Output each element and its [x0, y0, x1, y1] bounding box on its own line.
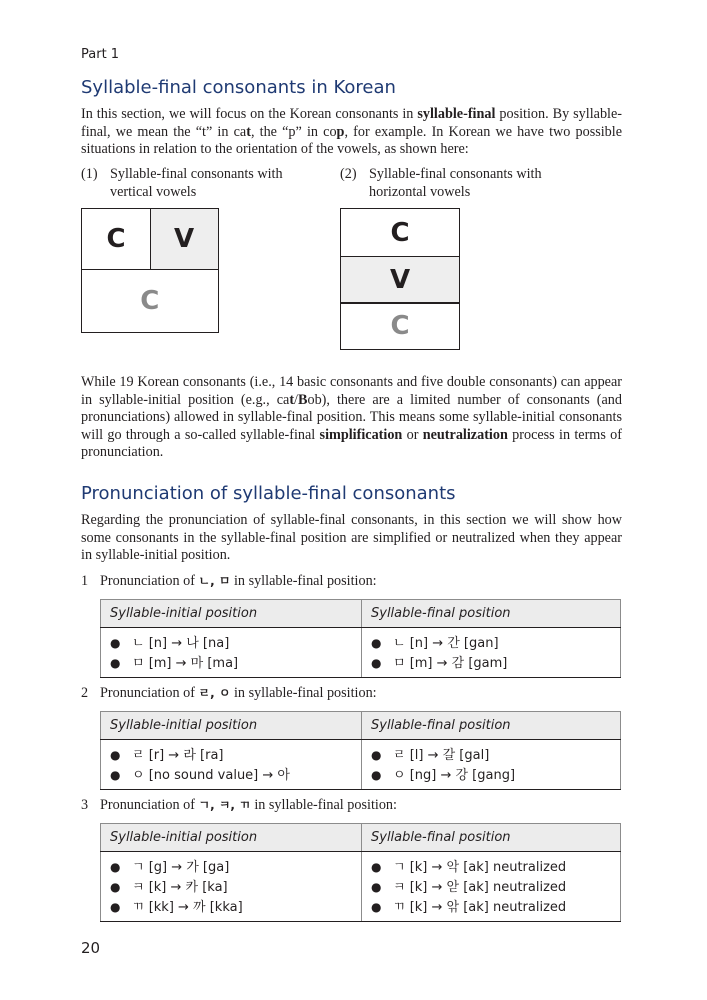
item3-final-entry: ㅋ [k] → 앋 [ak] neutralized — [393, 880, 567, 895]
item1-initial-entry: ㄴ [n] → 나 [na] — [132, 636, 230, 651]
item2-header-final: Syllable-final position — [362, 712, 621, 740]
item1-table-row — [101, 628, 621, 678]
item3-table — [100, 823, 621, 922]
figure1-cell-vowel: V — [150, 208, 219, 270]
item2-table-row — [101, 740, 621, 790]
item3-initial-entry: ㅋ [k] → 카 [ka] — [132, 880, 228, 895]
item1-table-header-row — [101, 600, 621, 628]
item3-suffix: in syllable-final position: — [250, 797, 397, 813]
figure2-caption-line2: horizontal vowels — [369, 183, 471, 200]
figure1-cell-initial-consonant: C — [81, 208, 151, 270]
intro-text-3: , the “p” in co — [250, 123, 337, 140]
item2-final-cell — [362, 740, 621, 790]
intro-bold-p: p — [336, 123, 345, 140]
item3-initial-entry: ㄲ [kk] → 까 [kka] — [132, 900, 243, 915]
item3-header-initial: Syllable-initial position — [101, 824, 362, 852]
item2-initial-cell — [101, 740, 362, 790]
intro-text-1: In this section, we will focus on the Korean consonants in — [81, 106, 418, 122]
item1-prefix: Pronunciation of — [100, 573, 199, 589]
item2-table-header-row — [101, 712, 621, 740]
item1-final-entry: ㄴ [n] → 간 [gan] — [393, 636, 499, 651]
section-heading-pronunciation: Pronunciation of syllable-final consonants — [81, 483, 456, 504]
intro-text-2: position. By syllable-final, we mean the “t” in ca — [81, 106, 622, 140]
item3-final-cell — [362, 852, 621, 922]
item2-heading — [81, 684, 377, 702]
list-item: ● ㅁ [m] → 마 [ma] — [110, 656, 239, 671]
item2-jamo: ㄹ, ㅇ — [198, 686, 231, 700]
item2-number: 2 — [81, 685, 89, 701]
item3-heading — [81, 796, 397, 814]
item3-table-header-row — [101, 824, 621, 852]
item1-final-cell — [362, 628, 621, 678]
para2-text-2: / — [294, 391, 298, 408]
item1-initial-cell — [101, 628, 362, 678]
list-item: ● ㅁ [m] → 감 [gam] — [371, 656, 508, 671]
figure2-cell-final-consonant: C — [340, 302, 460, 350]
intro-bold-t: t — [246, 123, 251, 140]
list-item: ● ㅋ [k] → 앋 [ak] neutralized — [371, 880, 567, 895]
item1-header-initial: Syllable-initial position — [101, 600, 362, 628]
item3-final-entry: ㄲ [k] → 앆 [ak] neutralized — [393, 900, 567, 915]
intro-paragraph — [81, 106, 622, 159]
figure1-caption-line1: Syllable-final consonants with — [110, 166, 283, 182]
item2-initial-entry: ㄹ [r] → 라 [ra] — [132, 748, 224, 763]
section-heading-syllable-final: Syllable-final consonants in Korean — [81, 77, 396, 98]
item2-final-entry: ㅇ [ng] → 강 [gang] — [393, 768, 516, 783]
item2-table — [100, 711, 621, 790]
item2-header-initial: Syllable-initial position — [101, 712, 362, 740]
part-label: Part 1 — [81, 47, 120, 62]
list-item: ● ㄱ [k] → 악 [ak] neutralized — [371, 860, 567, 875]
figure1-cell-final-consonant: C — [81, 269, 219, 333]
item3-initial-cell — [101, 852, 362, 922]
item1-number: 1 — [81, 573, 89, 589]
item3-prefix: Pronunciation of — [100, 797, 199, 813]
list-item: ● ㄱ [g] → 가 [ga] — [110, 860, 230, 875]
neutralization-paragraph — [81, 374, 622, 462]
item2-suffix: in syllable-final position: — [230, 685, 377, 701]
list-item: ● ㅇ [ng] → 강 [gang] — [371, 768, 516, 783]
figure1-number: (1) — [81, 166, 98, 182]
list-item: ● ㄹ [r] → 라 [ra] — [110, 748, 224, 763]
figure2-caption-line1: Syllable-final consonants with — [369, 166, 542, 182]
figure2-cell-vowel: V — [340, 256, 460, 304]
pronunciation-intro-paragraph: Regarding the pronunciation of syllable-final consonants, in this section we will show how some consonants in the syllable-final position are simplified or neutralized when they appear in syllable-initial position. — [81, 512, 622, 564]
list-item: ● ㄹ [l] → 갈 [gal] — [371, 748, 490, 763]
para2-text-4: or — [402, 426, 423, 443]
para2-text-1: While 19 Korean consonants (i.e., 14 basic consonants and five double consonants) can appear in syllable-initial position (e.g., ca — [81, 374, 622, 408]
page-number: 20 — [81, 939, 101, 957]
item2-final-entry: ㄹ [l] → 갈 [gal] — [393, 748, 490, 763]
list-item: ● ㄴ [n] → 나 [na] — [110, 636, 230, 651]
para2-text-3: ob), there are a limited number of consonants (and pronunciations) allowed in syllable-final position. This means some syllable-initial consonants will go through a so-called syllable-final — [81, 391, 622, 443]
item1-jamo: ㄴ, ㅁ — [198, 574, 231, 588]
list-item: ● ㅋ [k] → 카 [ka] — [110, 880, 228, 895]
item3-table-row — [101, 852, 621, 922]
list-item: ● ㄲ [kk] → 까 [kka] — [110, 900, 243, 915]
list-item: ● ㄴ [n] → 간 [gan] — [371, 636, 499, 651]
item3-header-final: Syllable-final position — [362, 824, 621, 852]
figure2-number: (2) — [340, 166, 357, 182]
item1-initial-entry: ㅁ [m] → 마 [ma] — [132, 656, 239, 671]
para2-bold-t: t — [289, 391, 295, 408]
item1-table — [100, 599, 621, 678]
list-item: ● ㅇ [no sound value] → 아 — [110, 768, 290, 783]
item1-final-entry: ㅁ [m] → 감 [gam] — [393, 656, 508, 671]
item3-initial-entry: ㄱ [g] → 가 [ga] — [132, 860, 230, 875]
item2-prefix: Pronunciation of — [100, 685, 199, 701]
intro-text-4: , for example. In Korean we have two possible situations in relation to the orientation of the vowels, as shown here: — [81, 123, 623, 158]
para2-bold-simplification: simplification — [319, 426, 403, 443]
intro-bold-syllable-final: syllable-final — [417, 106, 496, 122]
item3-jamo: ㄱ, ㅋ, ㄲ — [198, 798, 251, 812]
figure2-cell-initial-consonant: C — [340, 208, 460, 257]
item2-initial-entry: ㅇ [no sound value] → 아 — [132, 768, 290, 783]
item1-heading — [81, 572, 377, 590]
item1-suffix: in syllable-final position: — [230, 573, 377, 589]
item1-header-final: Syllable-final position — [362, 600, 621, 628]
figure1-caption-line2: vertical vowels — [110, 183, 197, 200]
para2-bold-neutralization: neutralization — [422, 426, 508, 443]
list-item: ● ㄲ [k] → 앆 [ak] neutralized — [371, 900, 567, 915]
para2-bold-b: B — [298, 391, 308, 408]
item3-number: 3 — [81, 797, 89, 813]
item3-final-entry: ㄱ [k] → 악 [ak] neutralized — [393, 860, 567, 875]
para2-text-5: process in terms of pronunciation. — [81, 426, 622, 461]
